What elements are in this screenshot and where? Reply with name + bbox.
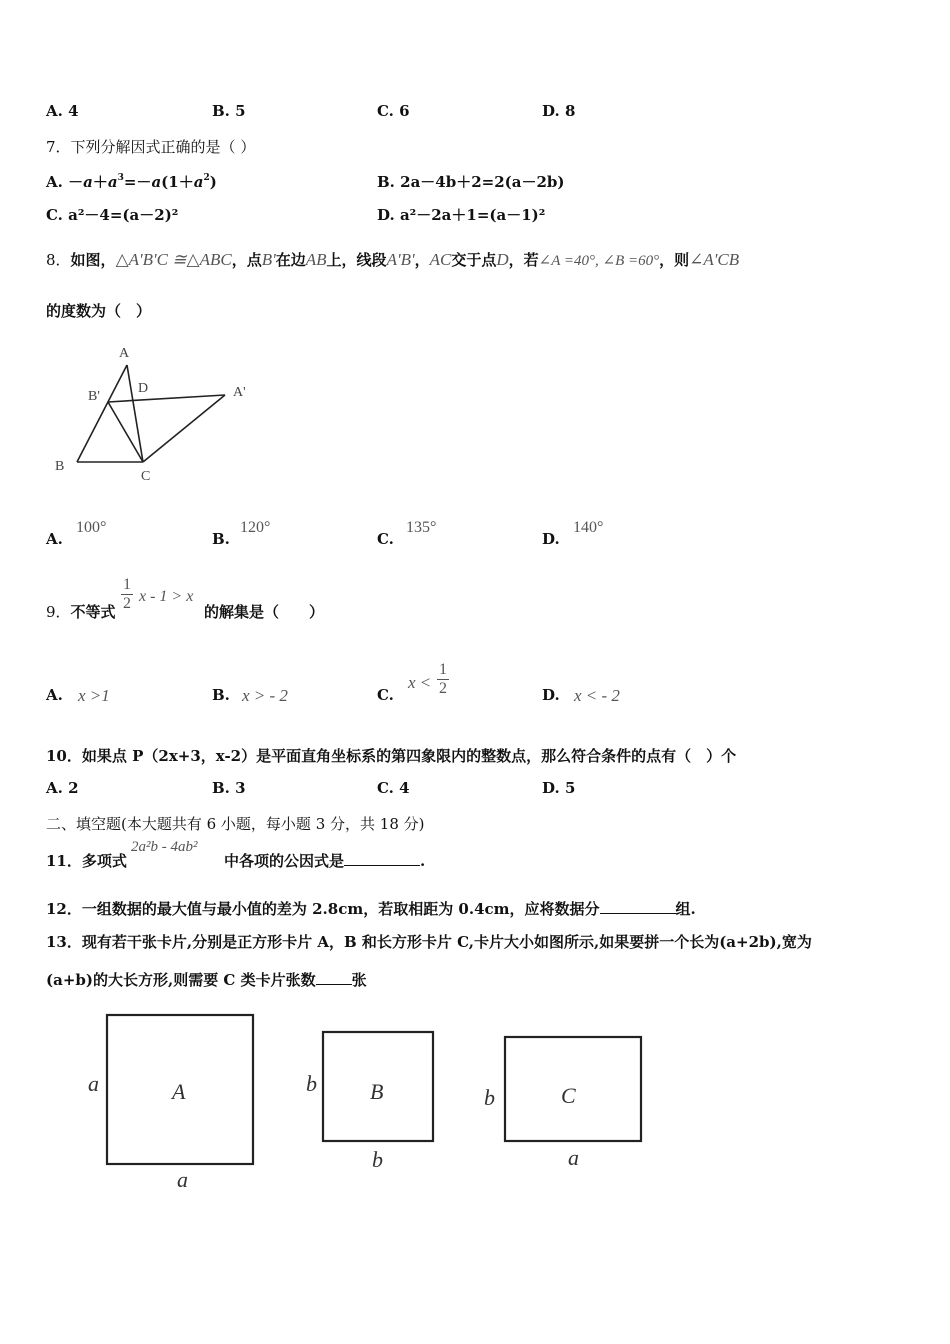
card-c-bottom-label: a [568, 1145, 579, 1170]
card-a-bottom-label: a [177, 1167, 188, 1192]
q10-option-b: B. 3 [212, 779, 246, 797]
segment-A1C [143, 395, 225, 462]
q12-answer-blank[interactable] [600, 913, 676, 914]
q10-stem: 10．如果点 P（2x+3，x-2）是平面直角坐标系的第四象限内的整数点，那么符合条件的点有（ ）个 [46, 747, 737, 765]
q9-option-c-value: x < [408, 673, 432, 692]
q8-triangle-figure [50, 340, 260, 490]
q9-option-c-fraction: $\frac{1}{2}$ [439, 661, 447, 697]
q8-stem-line2: 的度数为（ ） [46, 302, 152, 320]
q8-option-b: B. [212, 530, 230, 548]
segment-BA [77, 365, 127, 462]
q9-option-d-value: x < - 2 [574, 686, 620, 705]
q10-option-c: C. 4 [377, 779, 410, 797]
segment-B1A1 [108, 395, 225, 402]
q8-option-d-value: 140° [573, 519, 604, 536]
q11-answer-blank[interactable] [344, 865, 420, 866]
card-b-side-label: b [306, 1071, 317, 1096]
card-a-side-label: a [88, 1071, 99, 1096]
q9-option-a-value: x >1 [78, 686, 110, 705]
q9-stem: 9．不等式 [46, 603, 116, 621]
q7-option-c: C. a²－4=(a－2)² [46, 206, 179, 224]
q7-option-b: B. 2a－4b＋2=2(a－2b) [377, 173, 565, 191]
q9-option-c: C. [377, 686, 394, 704]
card-c-side-label: b [484, 1085, 495, 1110]
card-b-bottom-label: b [372, 1147, 383, 1172]
q9-stem-end: 的解集是（ ） [204, 603, 325, 621]
label-C: C [141, 469, 151, 484]
label-B: B [55, 459, 65, 474]
q13-answer-blank[interactable] [316, 984, 352, 985]
label-A-prime: A' [233, 385, 246, 400]
q9-fraction: $\frac{1}{2}$ [123, 576, 131, 612]
q7-option-d: D. a²－2a＋1=(a－1)² [377, 206, 546, 224]
q6-option-c: C. 6 [377, 102, 410, 120]
q9-option-a: A. [46, 686, 63, 704]
q6-option-d: D. 8 [542, 102, 576, 120]
q6-option-a: A. 4 [46, 102, 79, 120]
section-2-heading: 二、填空题(本大题共有 6 小题，每小题 3 分，共 18 分) [46, 815, 425, 833]
q13-cards-figure [80, 1005, 660, 1195]
q11-stem-end: 中各项的公因式是 . [224, 852, 426, 870]
q11-stem: 11．多项式 [46, 852, 127, 870]
q9-option-b-value: x > - 2 [242, 686, 288, 705]
q8-option-d: D. [542, 530, 560, 548]
card-b-name: B [370, 1079, 384, 1104]
card-c-name: C [561, 1083, 576, 1108]
q10-option-d: D. 5 [542, 779, 576, 797]
q6-option-b: B. 5 [212, 102, 246, 120]
q8-option-a: A. [46, 530, 63, 548]
q8-option-c: C. [377, 530, 394, 548]
q12-stem: 12．一组数据的最大值与最小值的差为 2.8cm，若取相距为 0.4cm，应将数据分 组. [46, 900, 696, 918]
q13-stem-line1: 13．现有若干张卡片,分别是正方形卡片 A，B 和长方形卡片 C,卡片大小如图所示,如果要拼一个长为(a+2b),宽为 [46, 933, 812, 951]
q9-inequality: x - 1 > x [139, 588, 194, 605]
q11-polynomial: 2a²b - 4ab² [131, 839, 198, 855]
card-a-name: A [172, 1079, 186, 1104]
q7-option-a: A. $-a+a^3=-a(1+a^2)$ [46, 173, 217, 191]
label-D: D [138, 381, 149, 396]
q8-stem-line1: 8．如图，△A'B'C ≅△ABC，点B'在边AB上，线段A'B'，AC交于点D，若∠A =40°, ∠B =60°，则∠A'CB [46, 250, 740, 269]
q8-option-b-value: 120° [240, 519, 271, 536]
q8-option-a-value: 100° [76, 519, 107, 536]
q9-option-d: D. [542, 686, 560, 704]
q7-stem: 7．下列分解因式正确的是（ ） [46, 138, 256, 156]
q10-option-a: A. 2 [46, 779, 79, 797]
q13-stem-line2: (a+b)的大长方形,则需要 C 类卡片张数 张 [46, 971, 367, 989]
label-A: A [119, 346, 130, 361]
q9-option-b: B. [212, 686, 230, 704]
q8-option-c-value: 135° [406, 519, 437, 536]
label-B-prime: B' [88, 389, 100, 404]
